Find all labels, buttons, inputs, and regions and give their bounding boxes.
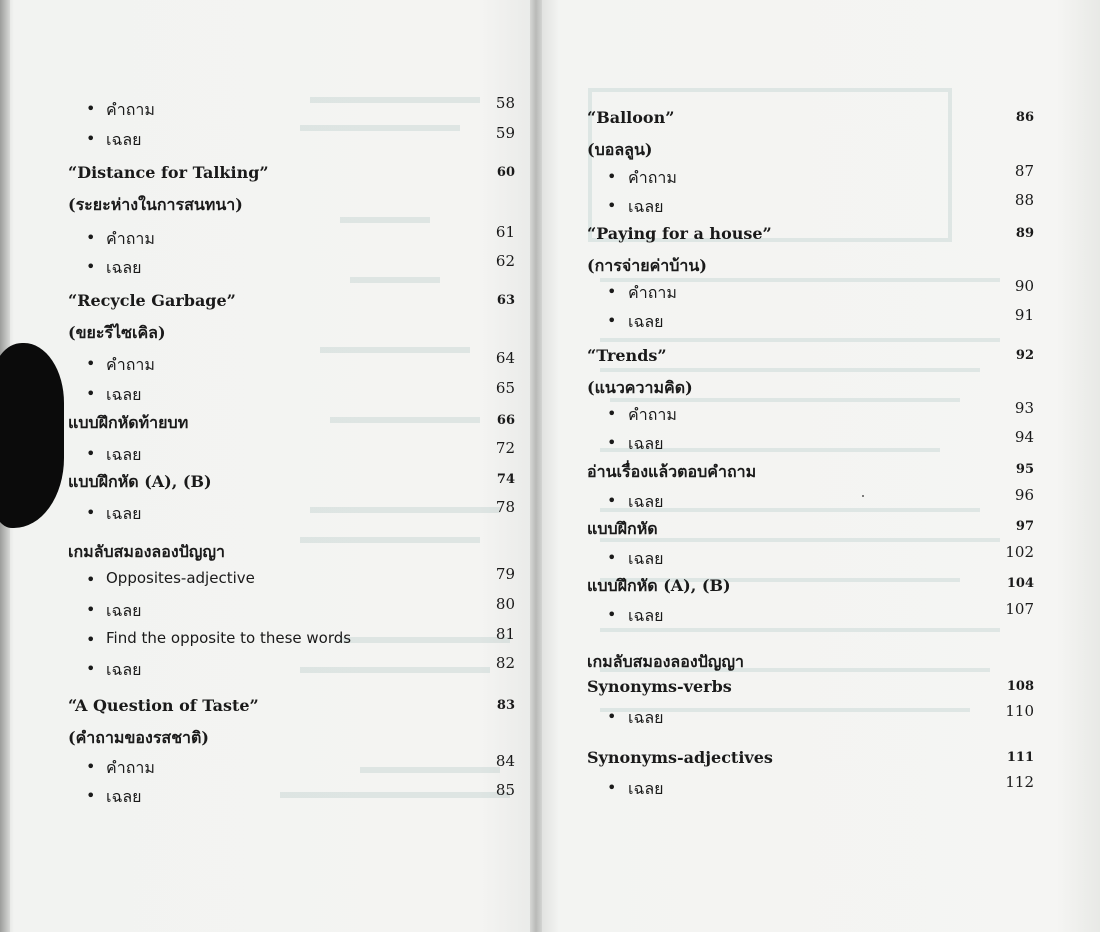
bullet-glyph: • [607, 167, 617, 186]
toc-page-number: 62 [495, 252, 515, 270]
bullet-glyph: • [86, 444, 96, 463]
print-speck [862, 495, 864, 497]
toc-page-number: 83 [496, 698, 515, 713]
toc-subentry-label: คำถาม [628, 283, 677, 302]
toc-subentry-label: เฉลย [106, 601, 142, 620]
toc-heading-label: “Trends” [587, 346, 667, 365]
toc-page-number: 96 [1014, 486, 1034, 504]
toc-subentry-label: เฉลย [628, 492, 664, 511]
toc-page-number: 94 [1014, 428, 1034, 446]
toc-heading-thai-subtitle: (บอลลูน) [587, 140, 653, 159]
bullet-glyph: • [607, 491, 617, 510]
toc-heading-thai-subtitle: (ขยะรีไซเคิล) [68, 323, 166, 342]
toc-page-number: 112 [1005, 773, 1034, 791]
bullet-glyph: • [607, 605, 617, 624]
toc-heading-label: อ่านเรื่องแล้วตอบคำถาม [587, 462, 757, 481]
bullet-glyph: • [607, 433, 617, 452]
toc-subentry-label: เฉลย [106, 504, 142, 523]
toc-page-number: 65 [495, 379, 515, 397]
toc-heading-label: Synonyms-adjectives [587, 748, 773, 767]
toc-page-number: 80 [495, 595, 515, 613]
toc-subentry-label: คำถาม [628, 405, 677, 424]
toc-page-number: 108 [1006, 679, 1034, 694]
toc-page-number: 88 [1014, 191, 1034, 209]
toc-heading-thai-subtitle: (แนวความคิด) [587, 378, 693, 397]
toc-page-number: 78 [495, 498, 515, 516]
toc-page-number: 85 [495, 781, 515, 799]
bullet-glyph: • [607, 548, 617, 567]
bullet-glyph: • [86, 129, 96, 148]
toc-page-number: 90 [1014, 277, 1034, 295]
bullet-glyph: • [607, 404, 617, 423]
toc-page-number: 92 [1015, 348, 1034, 363]
toc-heading-label: เกมลับสมองลองปัญญา [587, 652, 745, 671]
toc-heading-label: แบบฝึกหัด [587, 519, 658, 538]
toc-page-number: 81 [495, 625, 515, 643]
toc-subentry-label: เฉลย [628, 779, 664, 798]
book-spine [530, 0, 542, 932]
toc-page-number: 91 [1014, 306, 1034, 324]
toc-heading-label: เกมลับสมองลองปัญญา [68, 542, 226, 561]
bullet-glyph: • [86, 257, 96, 276]
toc-heading-label: “Paying for a house” [587, 224, 772, 243]
toc-page-number: 63 [496, 293, 515, 308]
toc-page-number: 111 [1006, 750, 1034, 765]
toc-page-number: 95 [1015, 462, 1034, 477]
toc-heading-thai-subtitle: (การจ่ายค่าบ้าน) [587, 256, 707, 275]
toc-subentry-label: เฉลย [628, 312, 664, 331]
toc-subentry-label: Find the opposite to these words [106, 629, 352, 647]
bullet-glyph: • [607, 778, 617, 797]
toc-page-number: 97 [1015, 519, 1034, 534]
toc-subentry-label: เฉลย [106, 445, 142, 464]
bullet-glyph: • [607, 707, 617, 726]
toc-page-number: 61 [495, 223, 515, 241]
toc-page-number: 64 [495, 349, 515, 367]
toc-page-number: 84 [495, 752, 515, 770]
toc-heading-thai-subtitle: (คำถามของรสชาติ) [68, 728, 209, 747]
toc-subentry-label: คำถาม [106, 355, 155, 374]
toc-page-number: 82 [495, 654, 515, 672]
toc-subentry-label: คำถาม [106, 100, 155, 119]
toc-subentry-label: เฉลย [628, 606, 664, 625]
toc-subentry-label: เฉลย [106, 385, 142, 404]
toc-subentry-label: เฉลย [628, 434, 664, 453]
toc-subentry-label: เฉลย [106, 130, 142, 149]
toc-heading-label: Synonyms-verbs [587, 677, 732, 696]
toc-page-number: 59 [495, 124, 515, 142]
toc-page-number: 93 [1014, 399, 1034, 417]
bullet-glyph: • [86, 503, 96, 522]
toc-page-number: 60 [496, 165, 515, 180]
bullet-glyph: • [86, 354, 96, 373]
toc-subentry-label: คำถาม [106, 758, 155, 777]
bullet-glyph: • [607, 196, 617, 215]
bullet-glyph: • [86, 630, 96, 649]
toc-subentry-label: เฉลย [106, 787, 142, 806]
toc-page-number: 58 [495, 94, 515, 112]
toc-subentry-label: เฉลย [628, 708, 664, 727]
toc-heading-label: แบบฝึกหัดท้ายบท [68, 413, 189, 432]
toc-page-number: 104 [1006, 576, 1034, 591]
toc-heading-label: “Recycle Garbage” [68, 291, 236, 310]
toc-subentry-label: Opposites-adjective [106, 569, 255, 587]
toc-heading-label: แบบฝึกหัด (A), (B) [587, 576, 731, 595]
toc-page-number: 86 [1015, 110, 1034, 125]
toc-page-number: 89 [1015, 226, 1034, 241]
toc-page-number: 102 [1005, 543, 1034, 561]
bullet-glyph: • [86, 757, 96, 776]
toc-page-number: 107 [1005, 600, 1034, 618]
toc-page-number: 66 [496, 413, 515, 428]
toc-heading-label: แบบฝึกหัด (A), (B) [68, 472, 212, 491]
toc-heading-label: “Balloon” [587, 108, 675, 127]
toc-subentry-label: เฉลย [106, 258, 142, 277]
toc-page-number: 72 [495, 439, 515, 457]
toc-subentry-label: เฉลย [628, 549, 664, 568]
toc-page-number: 74 [496, 472, 515, 487]
bullet-glyph: • [86, 228, 96, 247]
bullet-glyph: • [86, 600, 96, 619]
bullet-glyph: • [86, 786, 96, 805]
toc-page-number: 87 [1014, 162, 1034, 180]
bullet-glyph: • [86, 384, 96, 403]
bullet-glyph: • [86, 99, 96, 118]
toc-heading-thai-subtitle: (ระยะห่างในการสนทนา) [68, 195, 243, 214]
toc-page-number: 110 [1005, 702, 1034, 720]
toc-page-number: 79 [495, 565, 515, 583]
toc-subentry-label: เฉลย [106, 660, 142, 679]
bullet-glyph: • [607, 311, 617, 330]
bullet-glyph: • [86, 659, 96, 678]
toc-subentry-label: เฉลย [628, 197, 664, 216]
bullet-glyph: • [86, 570, 96, 589]
toc-heading-label: “Distance for Talking” [68, 163, 269, 182]
bullet-glyph: • [607, 282, 617, 301]
toc-heading-label: “A Question of Taste” [68, 696, 259, 715]
toc-subentry-label: คำถาม [106, 229, 155, 248]
toc-subentry-label: คำถาม [628, 168, 677, 187]
